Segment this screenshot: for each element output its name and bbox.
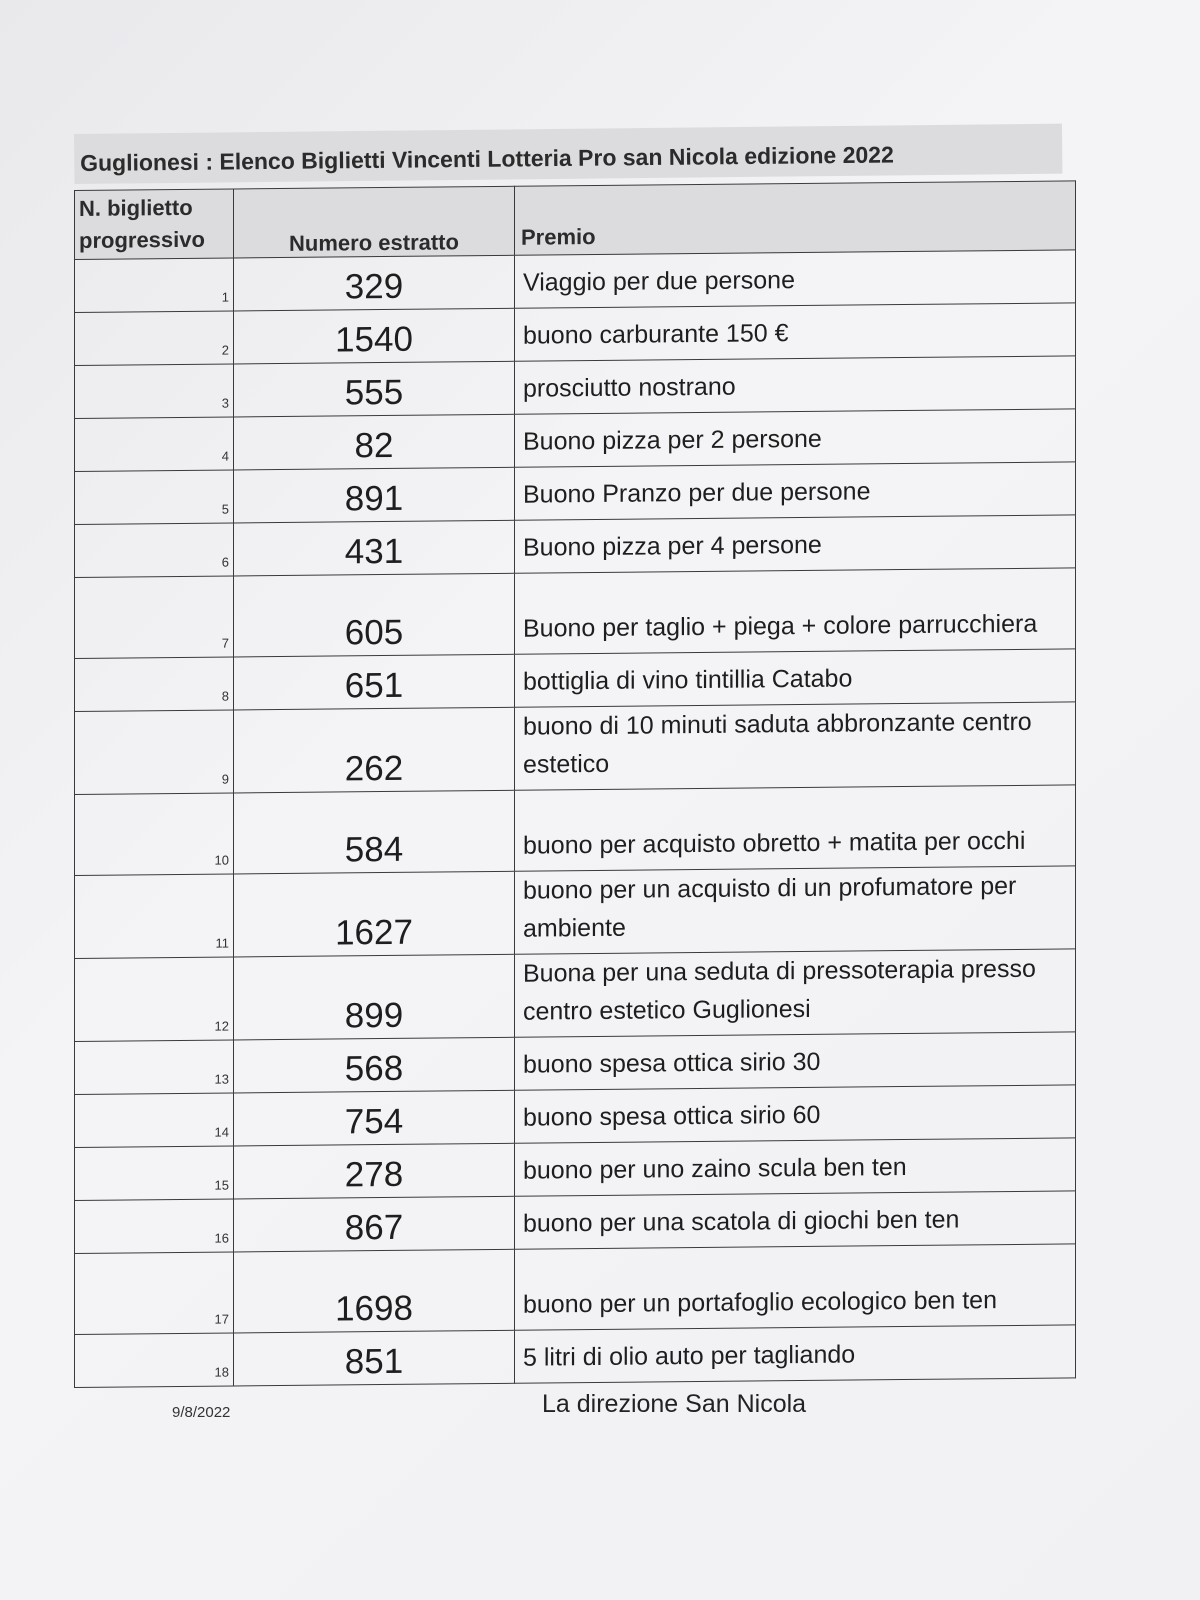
- table-row: [75, 568, 1076, 659]
- ticket-progressive-cell: 12: [75, 957, 234, 1042]
- prize-cell: buono per acquisto obretto + matita per occhi: [515, 785, 1076, 871]
- table-row: [75, 1032, 1076, 1095]
- prize-cell: 5 litri di olio auto per tagliando: [515, 1325, 1076, 1383]
- ticket-progressive-cell: 18: [75, 1333, 234, 1388]
- winners-table-wrapper: [74, 180, 1076, 1388]
- number-drawn-cell: 651: [234, 654, 515, 710]
- ticket-progressive-cell: 10: [75, 793, 234, 876]
- prize-cell: Viaggio per due persone: [515, 250, 1076, 308]
- number-drawn-cell: 584: [234, 790, 515, 874]
- number-drawn-cell: 82: [234, 414, 515, 470]
- table-row: [75, 356, 1076, 419]
- ticket-progressive-cell: 15: [75, 1146, 234, 1201]
- number-drawn-cell: 605: [234, 573, 515, 657]
- number-drawn-cell: 1698: [234, 1249, 515, 1333]
- table-row: [75, 303, 1076, 366]
- number-drawn-cell: 555: [234, 361, 515, 417]
- ticket-progressive-cell: 14: [75, 1093, 234, 1148]
- table-row: [75, 462, 1076, 525]
- ticket-progressive-cell: 7: [75, 576, 234, 659]
- prize-cell: Buono pizza per 4 persone: [515, 515, 1076, 573]
- footer-signature: La direzione San Nicola: [542, 1390, 807, 1418]
- prize-cell: Buono Pranzo per due persone: [515, 462, 1076, 520]
- prize-cell: buono carburante 150 €: [515, 303, 1076, 361]
- ticket-progressive-cell: 3: [75, 364, 234, 419]
- ticket-progressive-cell: 5: [75, 470, 234, 525]
- table-row: [75, 250, 1076, 313]
- number-drawn-cell: 851: [234, 1330, 515, 1386]
- prize-cell: buono spesa ottica sirio 60: [515, 1085, 1076, 1143]
- prize-cell: buono per un acquisto di un profumatore per ambiente: [515, 866, 1076, 954]
- number-drawn-cell: 568: [234, 1037, 515, 1093]
- number-drawn-cell: 1540: [234, 308, 515, 364]
- header-ticket-line1: N. biglietto: [79, 194, 193, 221]
- table-row: [75, 949, 1076, 1042]
- table-row: [75, 1138, 1076, 1201]
- ticket-progressive-cell: 2: [75, 311, 234, 366]
- prize-cell: buono per una scatola di giochi ben ten: [515, 1191, 1076, 1249]
- table-row: [75, 785, 1076, 876]
- prize-cell: buono per un portafoglio ecologico ben ten: [515, 1244, 1076, 1330]
- prize-cell: buono per uno zaino scula ben ten: [515, 1138, 1076, 1196]
- number-drawn-cell: 431: [234, 520, 515, 576]
- winners-table: [74, 180, 1076, 1388]
- table-row: [75, 1085, 1076, 1148]
- number-drawn-cell: 899: [234, 954, 515, 1040]
- number-drawn-cell: 891: [234, 467, 515, 523]
- prize-cell: Buono pizza per 2 persone: [515, 409, 1076, 467]
- number-drawn-cell: 867: [234, 1196, 515, 1252]
- prize-cell: Buona per una seduta di pressoterapia presso centro estetico Guglionesi: [515, 949, 1076, 1037]
- prize-cell: bottiglia di vino tintillia Catabo: [515, 649, 1076, 707]
- ticket-progressive-cell: 11: [75, 874, 234, 959]
- ticket-progressive-cell: 9: [75, 710, 234, 795]
- number-drawn-cell: 1627: [234, 871, 515, 957]
- page-title: Guglionesi : Elenco Biglietti Vincenti Lotteria Pro san Nicola edizione 2022: [80, 141, 894, 176]
- header-prize: Premio: [515, 181, 1076, 255]
- number-drawn-cell: 262: [234, 707, 515, 793]
- table-row: [75, 649, 1076, 712]
- ticket-progressive-cell: 17: [75, 1252, 234, 1335]
- ticket-progressive-cell: 8: [75, 657, 234, 712]
- number-drawn-cell: 754: [234, 1090, 515, 1146]
- header-ticket-line2: progressivo: [79, 226, 205, 253]
- prize-cell: prosciutto nostrano: [515, 356, 1076, 414]
- number-drawn-cell: 278: [234, 1143, 515, 1199]
- table-row: [75, 702, 1076, 795]
- table-row: [75, 1191, 1076, 1254]
- ticket-progressive-cell: 1: [75, 258, 234, 313]
- table-row: [75, 1325, 1076, 1388]
- ticket-progressive-cell: 6: [75, 523, 234, 578]
- table-row: [75, 1244, 1076, 1335]
- ticket-progressive-cell: 13: [75, 1040, 234, 1095]
- table-header-row: [75, 181, 1076, 260]
- table-row: [75, 409, 1076, 472]
- prize-cell: buono spesa ottica sirio 30: [515, 1032, 1076, 1090]
- footer-date: 9/8/2022: [172, 1404, 231, 1421]
- number-drawn-cell: 329: [234, 255, 515, 311]
- prize-cell: buono di 10 minuti saduta abbronzante centro estetico: [515, 702, 1076, 790]
- prize-cell: Buono per taglio + piega + colore parrucchiera: [515, 568, 1076, 654]
- ticket-progressive-cell: 4: [75, 417, 234, 472]
- header-ticket-progressive: [75, 189, 234, 260]
- table-row: [75, 515, 1076, 578]
- ticket-progressive-cell: 16: [75, 1199, 234, 1254]
- header-number-drawn: Numero estratto: [234, 186, 515, 258]
- table-row: [75, 866, 1076, 959]
